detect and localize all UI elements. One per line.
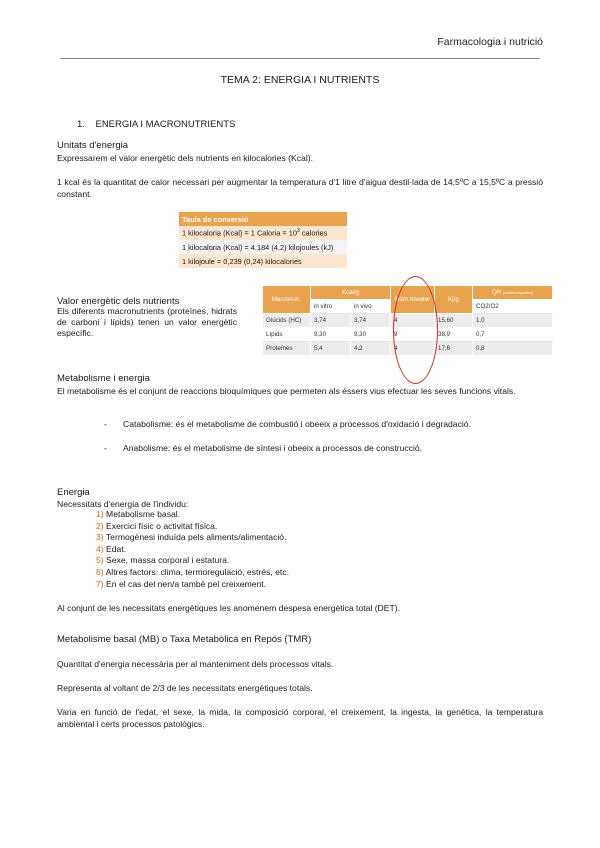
table-row: Lípids 9,30 9,30 9 38,9 0,7	[263, 328, 553, 342]
det-paragraph: Al conjunt de les necessitats energètiques les anomenem despesa energètica total (DET).	[57, 603, 400, 613]
energy-heading: Energia	[57, 487, 90, 498]
list-item: 3) Termogènesi induïda pels aliments/alimentació.	[96, 532, 287, 543]
table-row: Proteïnes 5,4 4,2 4 17,6 0,8	[263, 342, 553, 356]
conversion-row: 1 kilocaloria (Kcal) = 1 Caloria = $10^3$ calories	[179, 226, 347, 240]
document-title: TEMA 2: ENERGIA I NUTRIENTS	[220, 74, 380, 86]
table-row: Glúcids (HC) 3,74 3,74 4 15,60 1,0	[263, 314, 553, 328]
basal-paragraph-3: Varia en funció de l'edat, el sexe, la mida, la composició corporal, el creixement, la ingesta, la genètica, la temperatura ambiental i certs processos patològics.	[57, 707, 543, 729]
units-heading: Unitats d'energia	[57, 140, 128, 151]
units-paragraph-2: 1 kcal és la quantitat de calor necessari per augmentar la temperatura d'1 litre d'aigua destil·lada de 14,5ºC a 15,5ºC a pressió constant.	[57, 177, 543, 199]
table-subheader: in vivo	[351, 300, 391, 314]
energy-value-paragraph: Els diferents macronutrients (proteïnes, hidrats de carboni i lípids) tenen un valor energètic específic.	[57, 306, 237, 338]
bullet-dash: -	[104, 419, 107, 429]
bullet-dash: -	[104, 443, 107, 453]
list-item: 4) Edat.	[96, 543, 127, 554]
table-header: Macronutr.	[263, 286, 311, 314]
basal-paragraph-1: Quantitat d'energia necessària per al manteniment dels processos vitals.	[57, 659, 334, 669]
list-item: 5) Sexe, massa corporal i estatura.	[96, 555, 230, 566]
list-item: 2) Exercici físic o activitat física.	[96, 520, 218, 531]
metabolism-heading: Metabolisme i energia	[57, 373, 150, 384]
energy-value-heading: Valor energètic dels nutrients	[57, 296, 180, 307]
table-header: Kcal/g	[311, 286, 391, 300]
conversion-row: 1 kilojoule = 0,239 (0,24) kilocalories	[179, 254, 347, 268]
course-title: Farmacologia i nutrició	[437, 36, 543, 48]
energy-needs-list	[57, 509, 289, 590]
table-subheader: in vitro	[311, 300, 351, 314]
table-header: Kj/g	[435, 286, 473, 314]
list-item: 7) En el cas del nen/a també pel creixement.	[96, 578, 267, 589]
table-subheader: CO2/O2	[473, 300, 553, 314]
basal-heading: Metabolisme basal (MB) o Taxa Metabòlica en Repós (TMR)	[57, 634, 312, 645]
conversion-table	[179, 212, 347, 268]
metabolism-paragraph: El metabolisme és el conjunt de reaccions bioquímiques que permeten als éssers vius efectuar les seves funcions vitals.	[57, 386, 516, 396]
energy-intro: Necessitats d'energia de l'individu:	[57, 499, 189, 509]
table-header: QR (cocient respiratori)	[473, 286, 553, 300]
anabolism-text: Anabolisme: és el metabolisme de síntesi i obeeix a processos de construcció.	[123, 443, 423, 453]
table-header: Núm Atwater	[391, 286, 435, 314]
catabolism-text: Catabolisme: és el metabolisme de combustió i obeeix a processos d'oxidació i degradació.	[123, 419, 471, 429]
units-paragraph-1: Expressarem el valor energètic dels nutrients en kilocalories (Kcal).	[57, 153, 314, 163]
header-divider	[60, 58, 540, 59]
highlight-ellipse	[393, 276, 438, 384]
basal-paragraph-2: Representa al voltant de 2/3 de les necessitats energètiques totals.	[57, 683, 313, 693]
conversion-table-title: Taula de conversió	[179, 212, 347, 226]
section-heading: 1. ENERGIA I MACRONUTRIENTS	[77, 119, 236, 130]
list-item: 6) Altres factors: clima, termoregulació, estrés, etc.	[96, 566, 289, 577]
list-item: 1) Metabolisme basal.	[96, 509, 181, 519]
conversion-row: 1 kilocaloria (Kcal) = 4.184 (4,2) kilojoules (kJ)	[179, 240, 347, 254]
